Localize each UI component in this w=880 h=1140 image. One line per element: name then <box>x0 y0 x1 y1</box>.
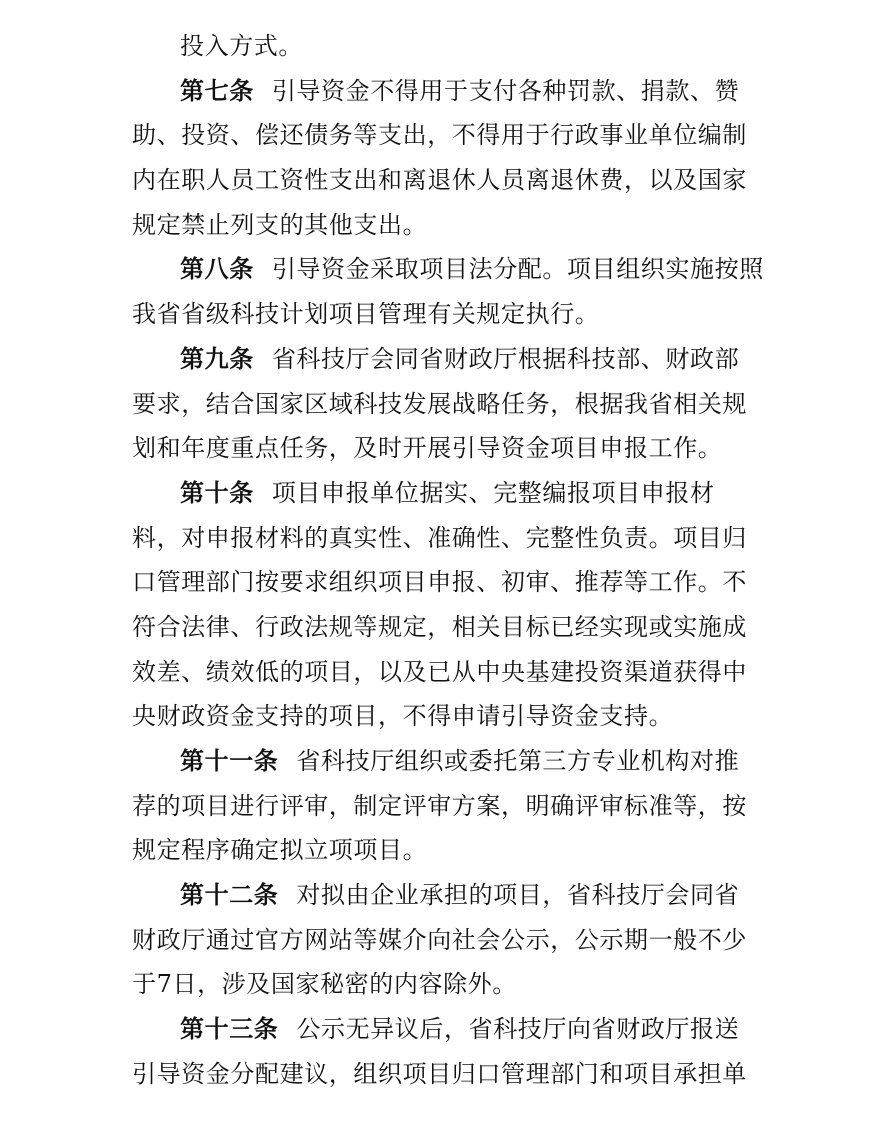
line-text: 对拟由企业承担的项目，省科技厅会同省 <box>296 881 740 910</box>
article-first-line <box>132 471 752 516</box>
paragraph-line <box>132 203 752 248</box>
line-text: 省科技厅会同省财政厅根据科技部、财政部 <box>271 344 740 373</box>
article-first-line <box>132 69 752 114</box>
paragraph-line <box>132 1052 752 1097</box>
paragraph-line <box>132 426 752 471</box>
line-text: 央财政资金支持的项目，不得申请引导资金支持。 <box>132 702 674 731</box>
paragraph-line <box>132 918 752 963</box>
paragraph-line <box>132 24 752 69</box>
paragraph-line <box>132 516 752 561</box>
line-text: 引导资金分配建议，组织项目归口管理部门和项目承担单 <box>132 1059 747 1088</box>
paragraph-line <box>132 158 752 203</box>
line-text: 划和年度重点任务，及时开展引导资金项目申报工作。 <box>132 434 723 463</box>
paragraph-line <box>132 784 752 829</box>
article-first-line <box>132 337 752 382</box>
line-text: 投入方式。 <box>180 32 303 60</box>
line-text: 项目申报单位据实、完整编报项目申报材 <box>271 478 715 507</box>
paragraph-line <box>132 113 752 158</box>
article-heading: 第十三条 <box>180 1015 279 1044</box>
paragraph-line <box>132 605 752 650</box>
line-text: 料，对申报材料的真实性、准确性、完整性负责。项目归 <box>132 523 747 552</box>
line-text: 引导资金采取项目法分配。项目组织实施按照 <box>271 255 764 284</box>
line-text: 省科技厅组织或委托第三方专业机构对推 <box>296 747 740 775</box>
article-first-line <box>132 1007 752 1052</box>
line-text: 财政厅通过官方网站等媒介向社会公示，公示期一般不少 <box>132 925 747 954</box>
line-text: 规定禁止列支的其他支出。 <box>132 210 428 239</box>
article-heading: 第十条 <box>180 478 254 507</box>
line-text: 荐的项目进行评审，制定评审方案，明确评审标准等，按 <box>132 791 747 820</box>
paragraph-line <box>132 828 752 873</box>
article-heading: 第九条 <box>180 344 254 373</box>
paragraph-line <box>132 560 752 605</box>
article-heading: 第十一条 <box>180 747 279 775</box>
line-text: 引导资金不得用于支付各种罚款、捐款、赞 <box>271 76 740 105</box>
line-text: 口管理部门按要求组织项目申报、初审、推荐等工作。不 <box>132 568 747 597</box>
line-text: 效差、绩效低的项目，以及已从中央基建投资渠道获得中 <box>132 657 747 686</box>
document-body <box>132 24 764 1097</box>
paragraph-line <box>132 962 752 1007</box>
article-first-line <box>132 247 764 292</box>
article-heading: 第七条 <box>180 76 254 105</box>
line-text: 于7日，涉及国家秘密的内容除外。 <box>132 970 517 999</box>
line-text: 我省省级科技计划项目管理有关规定执行。 <box>132 300 600 329</box>
line-text: 要求，结合国家区域科技发展战略任务，根据我省相关规 <box>132 389 747 418</box>
paragraph-line <box>132 694 752 739</box>
paragraph-line <box>132 382 752 427</box>
line-text: 规定程序确定拟立项项目。 <box>132 836 428 865</box>
article-heading: 第八条 <box>180 255 254 284</box>
line-text: 公示无异议后，省科技厅向省财政厅报送 <box>296 1015 740 1044</box>
article-first-line <box>132 873 752 918</box>
paragraph-line <box>132 650 752 695</box>
line-text: 符合法律、行政法规等规定，相关目标已经实现或实施成 <box>132 612 747 641</box>
line-text: 内在职人员工资性支出和离退休人员离退休费，以及国家 <box>132 166 747 195</box>
line-text: 助、投资、偿还债务等支出，不得用于行政事业单位编制 <box>132 121 747 150</box>
article-first-line <box>132 739 752 784</box>
paragraph-line <box>132 292 752 337</box>
article-heading: 第十二条 <box>180 881 279 910</box>
